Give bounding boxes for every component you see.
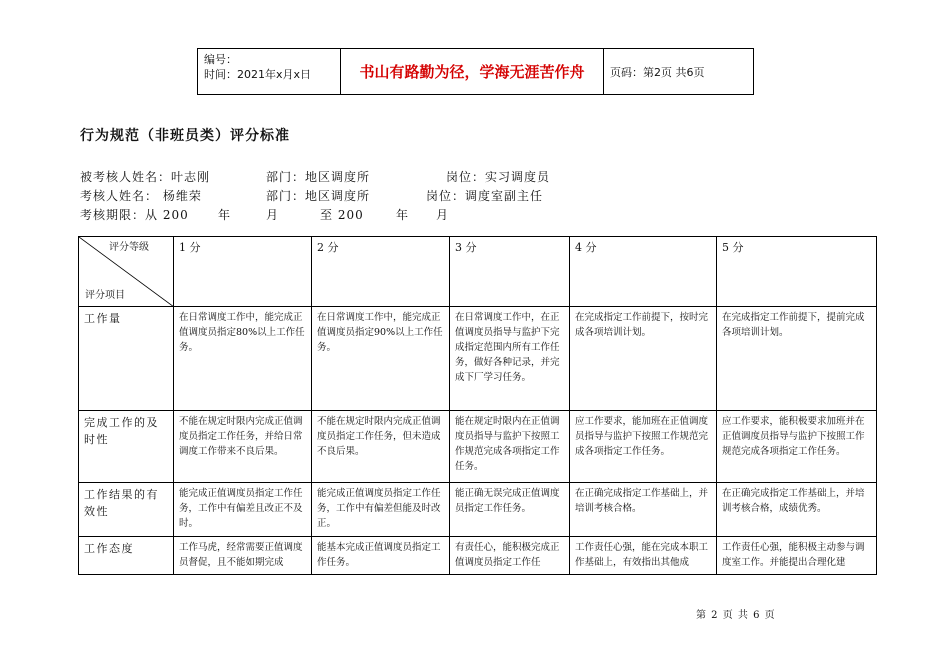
grade-2: 2 分 [312,237,450,307]
examinee-post: 岗位：实习调度员 [446,170,551,184]
period-month-2: 月 [436,208,450,222]
table-cell: 能正确无误完成正值调度员指定工作任务。 [450,483,570,537]
row-item: 工作量 [79,307,174,411]
table-cell: 不能在规定时限内完成正值调度员指定工作任务，并给日常调度工作带来不良后果。 [174,411,312,483]
grade-header-row [79,237,877,307]
examinee-dept: 部门：地区调度所 [266,170,371,184]
period-from: 考核期限：从 200 [80,208,189,222]
period-year-1: 年 [218,208,232,222]
table-cell: 应工作要求，能积极要求加班并在正值调度员指导与监护下按照工作规范完成各项指定工作任务。 [717,411,877,483]
table-cell: 工作责任心强，能积极主动参与调度室工作。并能提出合理化建 [717,537,877,575]
examiner-post: 岗位：调度室副主任 [426,189,544,203]
table-cell: 在完成指定工作前提下，提前完成各项培训计划。 [717,307,877,411]
period-to: 至 200 [320,208,364,222]
table-cell: 在日常调度工作中，在正值调度员指导与监护下完成指定范围内所有工作任务，做好各种记录，并完成下厂学习任务。 [450,307,570,411]
table-cell: 在日常调度工作中，能完成正值调度员指定90%以上工作任务。 [312,307,450,411]
table-row [79,483,877,537]
table-cell: 能完成正值调度员指定工作任务，工作中有偏差但能及时改正。 [312,483,450,537]
page-footer: 第 2 页 共 6 页 [696,610,776,621]
table-cell: 在完成指定工作前提下，按时完成各项培训计划。 [570,307,717,411]
header-time: 时间：2021年x月x日 [204,68,312,81]
period-month-1: 月 [266,208,280,222]
table-cell: 能完成正值调度员指定工作任务，工作中有偏差且改正不及时。 [174,483,312,537]
grade-1: 1 分 [174,237,312,307]
row-item: 工作结果的有效性 [79,483,174,537]
table-row [79,537,877,575]
table-cell: 工作责任心强，能在完成本职工作基础上，有效指出其他成 [570,537,717,575]
table-row [79,307,877,411]
table-cell: 能在规定时限内在正值调度员指导与监护下按照工作规范完成各项指定工作任务。 [450,411,570,483]
examinee-name: 被考核人姓名：叶志刚 [80,170,211,184]
header-page: 页码：第2页 共6页 [610,65,705,79]
header-number: 编号： [204,53,237,66]
examiner-dept: 部门：地区调度所 [266,189,371,203]
table-cell: 在正确完成指定工作基础上，并培训考核合格。 [570,483,717,537]
corner-cell [79,237,174,307]
period-year-2: 年 [396,208,410,222]
row-item: 工作态度 [79,537,174,575]
grade-3: 3 分 [450,237,570,307]
row-item: 完成工作的及时性 [79,411,174,483]
grade-4: 4 分 [570,237,717,307]
document-title: 行为规范（非班员类）评分标准 [80,128,290,144]
table-cell: 不能在规定时限内完成正值调度员指定工作任务，但未造成不良后果。 [312,411,450,483]
table-cell: 在正确完成指定工作基础上，并培训考核合格，成绩优秀。 [717,483,877,537]
table-cell: 能基本完成正值调度员指定工作任务。 [312,537,450,575]
page-header [197,48,754,95]
grade-5: 5 分 [717,237,877,307]
table-cell: 应工作要求，能加班在正值调度员指导与监护下按照工作规范完成各项指定工作任务。 [570,411,717,483]
scoring-table [78,236,877,575]
corner-grade-label: 评分等级 [109,242,149,253]
corner-item-label: 评分项目 [85,290,125,301]
table-row [79,411,877,483]
table-cell: 有责任心，能积极完成正值调度员指定工作任 [450,537,570,575]
header-motto: 书山有路勤为径，学海无涯苦作舟 [341,49,604,94]
examiner-name: 考核人姓名： 杨维荣 [80,189,202,203]
table-cell: 工作马虎，经常需要正值调度员督促，且不能如期完成 [174,537,312,575]
header-meta [198,49,341,94]
table-cell: 在日常调度工作中，能完成正值调度员指定80%以上工作任务。 [174,307,312,411]
